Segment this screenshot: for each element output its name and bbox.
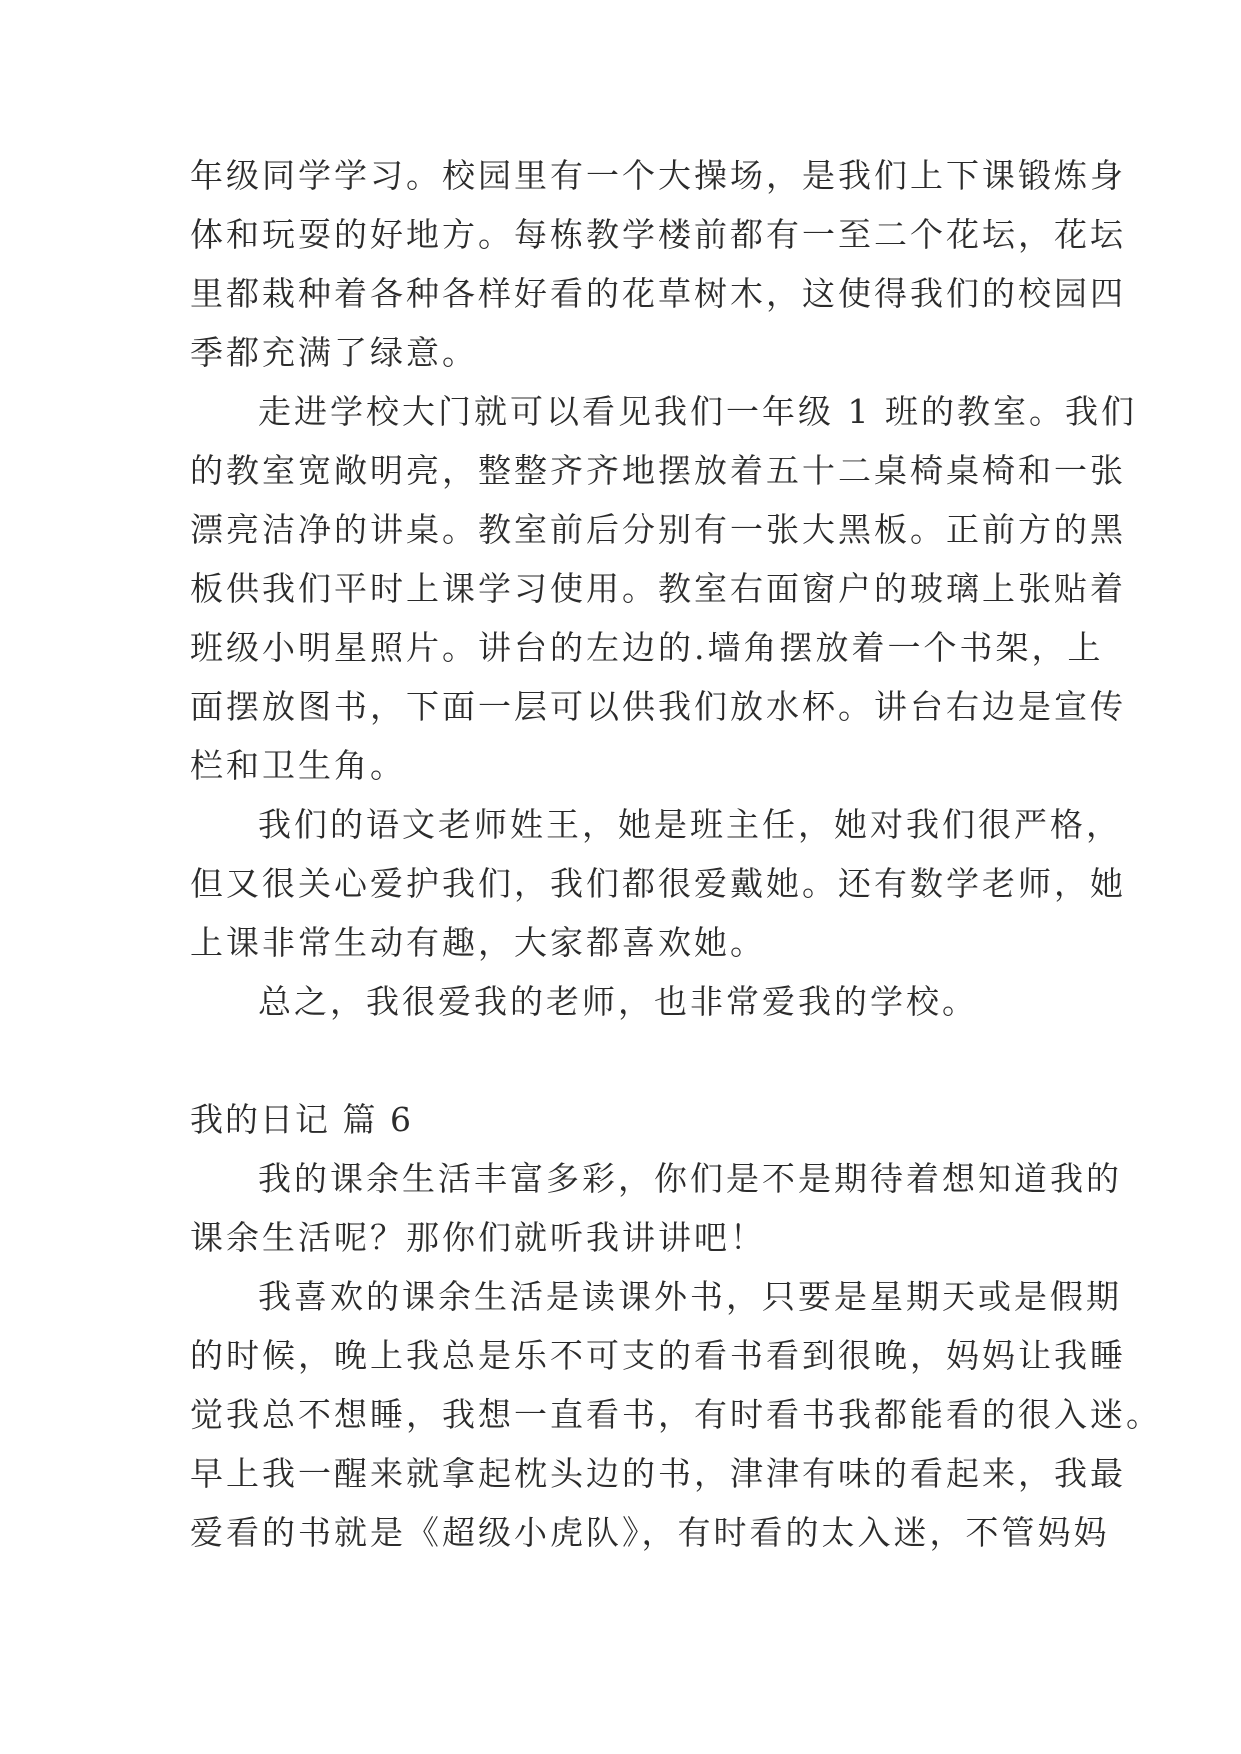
paragraph-line: 的时候，晚上我总是乐不可支的看书看到很晚，妈妈让我睡 (190, 1336, 1126, 1375)
paragraph-line: 课余生活呢？那你们就听我讲讲吧！ (190, 1218, 766, 1257)
paragraph-line: 总之，我很爱我的老师，也非常爱我的学校。 (258, 982, 978, 1021)
blank-line (190, 1031, 1050, 1090)
paragraph-line: 年级同学学习。校园里有一个大操场，是我们上下课锻炼身 (190, 156, 1126, 195)
paragraph-line: 走进学校大门就可以看见我们一年级 1 班的教室。我们 (258, 392, 1137, 431)
paragraph-line: 体和玩耍的好地方。每栋教学楼前都有一至二个花坛，花坛 (190, 215, 1126, 254)
paragraph (190, 382, 1137, 795)
paragraph-line: 的教室宽敞明亮，整整齐齐地摆放着五十二桌椅桌椅和一张 (190, 451, 1126, 490)
paragraph-line: 早上我一醒来就拿起枕头边的书，津津有味的看起来，我最 (190, 1454, 1126, 1493)
paragraph (190, 972, 1050, 1031)
paragraph-line: 我们的语文老师姓王，她是班主任，她对我们很严格， (258, 805, 1122, 844)
paragraph-line: 季都充满了绿意。 (190, 333, 478, 372)
paragraph-line: 觉我总不想睡，我想一直看书，有时看书我都能看的很入迷。 (190, 1395, 1162, 1434)
paragraph-line: 班级小明星照片。讲台的左边的.墙角摆放着一个书架，上 (190, 628, 1104, 667)
paragraph-line: 上课非常生动有趣，大家都喜欢她。 (190, 923, 766, 962)
paragraph-line: 面摆放图书，下面一层可以供我们放水杯。讲台右边是宣传 (190, 687, 1126, 726)
section-heading (190, 1090, 1050, 1149)
paragraph (190, 795, 1126, 972)
paragraph (190, 1267, 1162, 1562)
paragraph-line: 爱看的书就是《超级小虎队》，有时看的太入迷，不管妈妈 (190, 1513, 1110, 1552)
paragraph-line: 板供我们平时上课学习使用。教室右面窗户的玻璃上张贴着 (190, 569, 1126, 608)
paragraph-line: 我的课余生活丰富多彩，你们是不是期待着想知道我的 (258, 1159, 1122, 1198)
paragraph-line: 里都栽种着各种各样好看的花草树木，这使得我们的校园四 (190, 274, 1126, 313)
heading-text: 我的日记 篇 6 (190, 1100, 413, 1139)
paragraph-line: 我喜欢的课余生活是读课外书，只要是星期天或是假期 (258, 1277, 1122, 1316)
document-body (190, 146, 1162, 1562)
paragraph (190, 146, 1126, 382)
paragraph-line: 漂亮洁净的讲桌。教室前后分别有一张大黑板。正前方的黑 (190, 510, 1126, 549)
paragraph-line: 但又很关心爱护我们，我们都很爱戴她。还有数学老师，她 (190, 864, 1126, 903)
paragraph (190, 1149, 1122, 1267)
paragraph-line: 栏和卫生角。 (190, 746, 406, 785)
